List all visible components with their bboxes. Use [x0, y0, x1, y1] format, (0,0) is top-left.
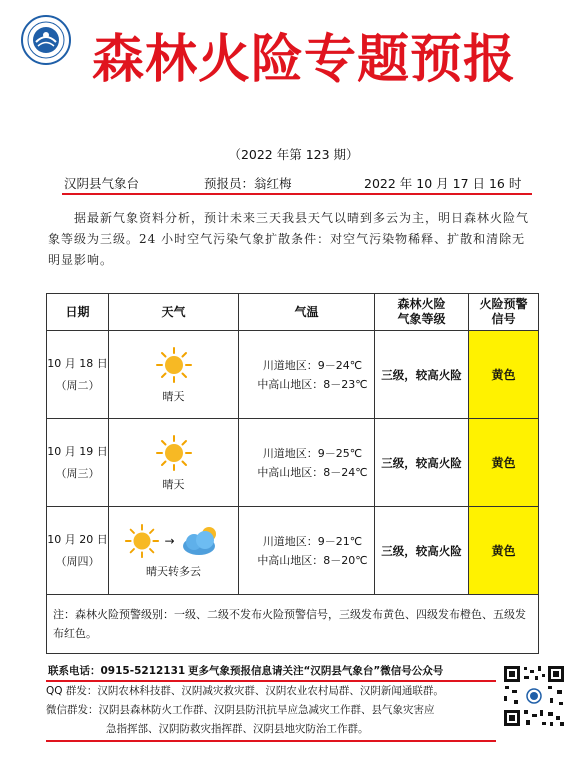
- table-header-row: [47, 294, 539, 331]
- qq-groups: QQ 群发：汉阴农林科技群、汉阴减灾救灾群、汉阴农业农村局群、汉阴新闻通联群。: [46, 685, 444, 697]
- qr-code-icon: [502, 664, 566, 728]
- meta-row: [62, 173, 532, 195]
- wechat-groups-line1: 微信群发：汉阴县森林防火工作群、汉阴县防汛抗旱应急减灾工作群、县气象灾害应: [46, 704, 435, 716]
- header-date: 日期: [47, 294, 109, 331]
- issue-number: （2022 年第 123 期）: [228, 147, 359, 162]
- date-cell: 10 月 18 日 （周二）: [47, 331, 109, 419]
- sun-icon: [124, 523, 160, 559]
- weather-text: 晴天: [162, 477, 185, 491]
- warning-signal: 黄色: [469, 507, 539, 595]
- warning-signal: 黄色: [469, 331, 539, 419]
- temp-cell: 川道地区：9－21℃ 中高山地区：8－20℃: [239, 507, 375, 595]
- fire-level: 三级，较高火险: [375, 331, 469, 419]
- forecaster: 预报员：翁红梅: [204, 176, 292, 191]
- issue-datetime: 2022 年 10 月 17 日 16 时: [364, 176, 522, 191]
- weather-cell: [109, 331, 239, 419]
- sun-icon: [155, 346, 193, 384]
- weather-text: 晴天转多云: [146, 564, 201, 578]
- table-row: [47, 507, 539, 595]
- bottom-divider: [46, 740, 496, 742]
- weather-text: 晴天: [162, 389, 185, 403]
- contact-phone: 联系电话：0915-5212131: [48, 665, 186, 677]
- weather-cell: [109, 507, 239, 595]
- header-temp: 气温: [239, 294, 375, 331]
- fire-level: 三级，较高火险: [375, 419, 469, 507]
- sun-icon: [155, 434, 193, 472]
- temp-cell: 川道地区：9－25℃ 中高山地区：8－24℃: [239, 419, 375, 507]
- table-row: [47, 331, 539, 419]
- forecast-table: [46, 293, 539, 654]
- arrow-icon: →: [164, 533, 175, 548]
- header-weather: 天气: [109, 294, 239, 331]
- header-signal: 火险预警信号: [469, 294, 539, 331]
- note-row: [47, 595, 539, 654]
- date-cell: 10 月 19 日 （周三）: [47, 419, 109, 507]
- contact-row: [46, 663, 496, 682]
- weather-cell: [109, 419, 239, 507]
- table-row: [47, 419, 539, 507]
- warning-signal: 黄色: [469, 419, 539, 507]
- cloud-icon: [179, 524, 223, 558]
- org-name: 汉阴县气象台: [64, 176, 140, 191]
- intro-paragraph: 据最新气象资料分析，预计未来三天我县天气以晴到多云为主，明日森林火险气象等级为三级。24 小时空气污染气象扩散条件：对空气污染物稀释、扩散和清除无明显影响。: [48, 211, 530, 267]
- temp-cell: 川道地区：9－24℃ 中高山地区：8－23℃: [239, 331, 375, 419]
- follow-notice: 更多气象预报信息请关注“汉阴县气象台”微信号公众号: [188, 665, 444, 677]
- fire-level: 三级，较高火险: [375, 507, 469, 595]
- warning-level-note: 注：森林火险预警级别：一级、二级不发布火险预警信号，三级发布黄色、四级发布橙色、五级发布红色。: [47, 595, 539, 654]
- page-title: 森林火险专题预报: [91, 29, 516, 90]
- date-cell: 10 月 20 日 （周四）: [47, 507, 109, 595]
- wechat-groups-line2: 急指挥部、汉阴防救灾指挥群、汉阴县地灾防治工作群。: [106, 723, 369, 735]
- cma-logo-icon: [20, 14, 72, 66]
- header-level: 森林火险气象等级: [375, 294, 469, 331]
